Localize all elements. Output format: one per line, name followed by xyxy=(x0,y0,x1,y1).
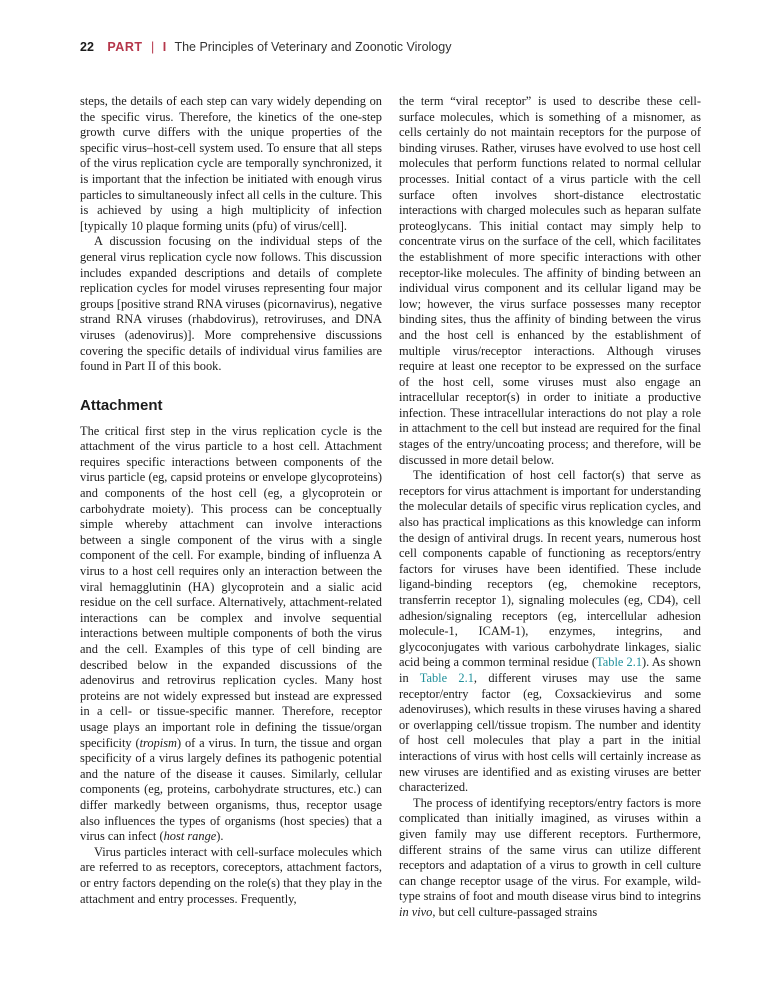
header-separator: | xyxy=(150,40,155,54)
paragraph xyxy=(80,424,382,845)
paragraph: A discussion focusing on the individual steps of the general virus replication cycle now follows. This discussion includes expanded descriptions and details of complete replication cycles for model viruses representing four major groups [positive strand RNA viruses (picornavirus), negative strand RNA viruses (rhabdovirus), retroviruses, and DNA viruses (adenovirus)]. More comprehensive discussions covering the specific details of individual virus families are found in Part II of this book. xyxy=(80,234,382,374)
text-run: ). As shown in xyxy=(399,655,701,685)
book-title: The Principles of Veterinary and Zoonotic Virology xyxy=(174,40,452,54)
left-column xyxy=(80,94,382,907)
right-column xyxy=(399,94,701,920)
section-heading-attachment: Attachment xyxy=(80,396,163,414)
italic-term-tropism: tropism xyxy=(139,735,177,750)
part-label: PART xyxy=(107,40,143,54)
text-run: ). xyxy=(216,829,224,844)
part-number: I xyxy=(162,40,167,54)
italic-term-host-range: host range xyxy=(163,829,217,844)
paragraph xyxy=(399,796,701,921)
text-run: The identification of host cell factor(s) that serve as receptors for virus attachment is important for understanding the molecular details of specific virus replication cycles, and also has practical implications as this knowledge can inform the design of antiviral drugs. In recent years, numerous host cell components capable of functioning as receptors/entry factors for viruses have been identified. These include ligand-binding receptors (eg, chemokine receptors, transferrin receptor 1), signaling molecules (eg, CD4), cell adhesion/signaling receptors (eg, intercellular adhesion molecule-1, ICAM-1), enzymes, integrins, and glycoconjugates with various carbohydrate linkages, sialic acid being a common terminal residue ( xyxy=(399,468,701,670)
text-run: ) of a virus. In turn, the tissue and organ specificity of a virus largely defines its pathogenic potential and the nature of the disease it causes. Similarly, cellular components (eg, proteins, carbohydrate structures, etc.) can differ markedly between organisms, thus, receptor usage also influences the types of organisms (host species) that a virus can infect ( xyxy=(80,735,382,844)
text-run: , different viruses may use the same receptor/entry factor (eg, Coxsackievirus and some adenoviruses), which results in these viruses having a shared or overlapping cell/tissue tropism. The number and identity of host cell molecules that play a part in the initial interactions of virus with host cells will certainly increase as new viruses are identified and as existing viruses are better characterized. xyxy=(399,670,701,795)
text-run: , but cell culture-passaged strains xyxy=(432,904,598,919)
page-number: 22 xyxy=(80,40,94,54)
table-link[interactable]: Table 2.1 xyxy=(419,670,474,685)
paragraph: Virus particles interact with cell-surface molecules which are referred to as receptors, coreceptors, attachment factors, or entry factors depending on the role(s) that they play in the attachment and entry processes. Frequently, xyxy=(80,844,382,906)
text-run: The critical first step in the virus replication cycle is the attachment of the virus particle to a host cell. Attachment requires specific interactions between components of the virus particle (eg, capsid proteins or envelope glycoproteins) and components of the host cell (eg, a glycoprotein or carbohydrate moiety). This process can be conceptually simple whereby attachment can involve interactions between a single component of the virus with a single component of the cell. For example, binding of influenza A virus to a host cell requires only an interaction between the viral hemagglutinin (HA) glycoprotein and a sialic acid residue on the cell surface. Alternatively, attachment-related interactions can be complex and involve sequential interactions between multiple components of both the virus and the cell. Examples of this type of cell binding are described below in the expanded discussions of the adenovirus and retrovirus replication cycles. Many host proteins are not widely expressed but instead are expressed in a cell- or tissue-specific manner. Therefore, receptor usage plays an important role in defining the tissue/organ specificity ( xyxy=(80,423,382,750)
paragraph: steps, the details of each step can vary widely depending on the specific virus. Therefore, the kinetics of the one-step growth curve differs with the unique properties of the specific virus–host-cell system used. To ensure that all steps of the virus replication cycle are temporally synchronized, it is important that the infection be initiated with enough virus particles to simultaneously infect all cells in the culture. This is achieved by using a high multiplicity of infection [typically 10 plaque forming units (pfu) of virus/cell]. xyxy=(80,94,382,233)
paragraph xyxy=(399,468,701,795)
table-link[interactable]: Table 2.1 xyxy=(596,655,643,670)
italic-term-in-vivo: in vivo xyxy=(399,904,433,919)
paragraph: the term “viral receptor” is used to describe these cell-surface molecules, which is something of a misnomer, as cells certainly do not maintain receptors for the purpose of binding viruses. Rather, viruses have evolved to use host cell molecules that perform functions related to normal cellular processes. Initial contact of a virus particle with the cell surface often involves short-distance electrostatic interactions with charged molecules such as heparan sulfate proteoglycans. This initial contact may simply help to concentrate virus on the surface of the cell, which facilitates the establishment of more specific interactions with other receptor-like molecules. The affinity of binding between an individual virus component and its cellular ligand may be low; however, the virus surface possesses many receptor binding sites, thus the affinity of binding between the virus and the host cell is enhanced by the establishment of multiple virus/receptor interactions. Although viruses require at least one receptor to be expressed on the surface of the host cell, some viruses must also engage an intracellular receptor(s) in order to initiate a productive infection. These intracellular interactions do not play a role in attachment to the cell but instead are required for the final stages of the entry/uncoating process; and therefore, will be discussed in more detail below. xyxy=(399,94,701,467)
text-run: The process of identifying receptors/entry factors is more complicated than initially imagined, as viruses within a given family may use different receptors. Furthermore, different strains of the same virus can utilize different receptors and adaptation of a virus to growth in cell culture can change receptor usage of the virus. For example, wild-type strains of foot and mouth disease virus bind to integrins xyxy=(399,795,701,904)
running-header xyxy=(80,40,720,54)
